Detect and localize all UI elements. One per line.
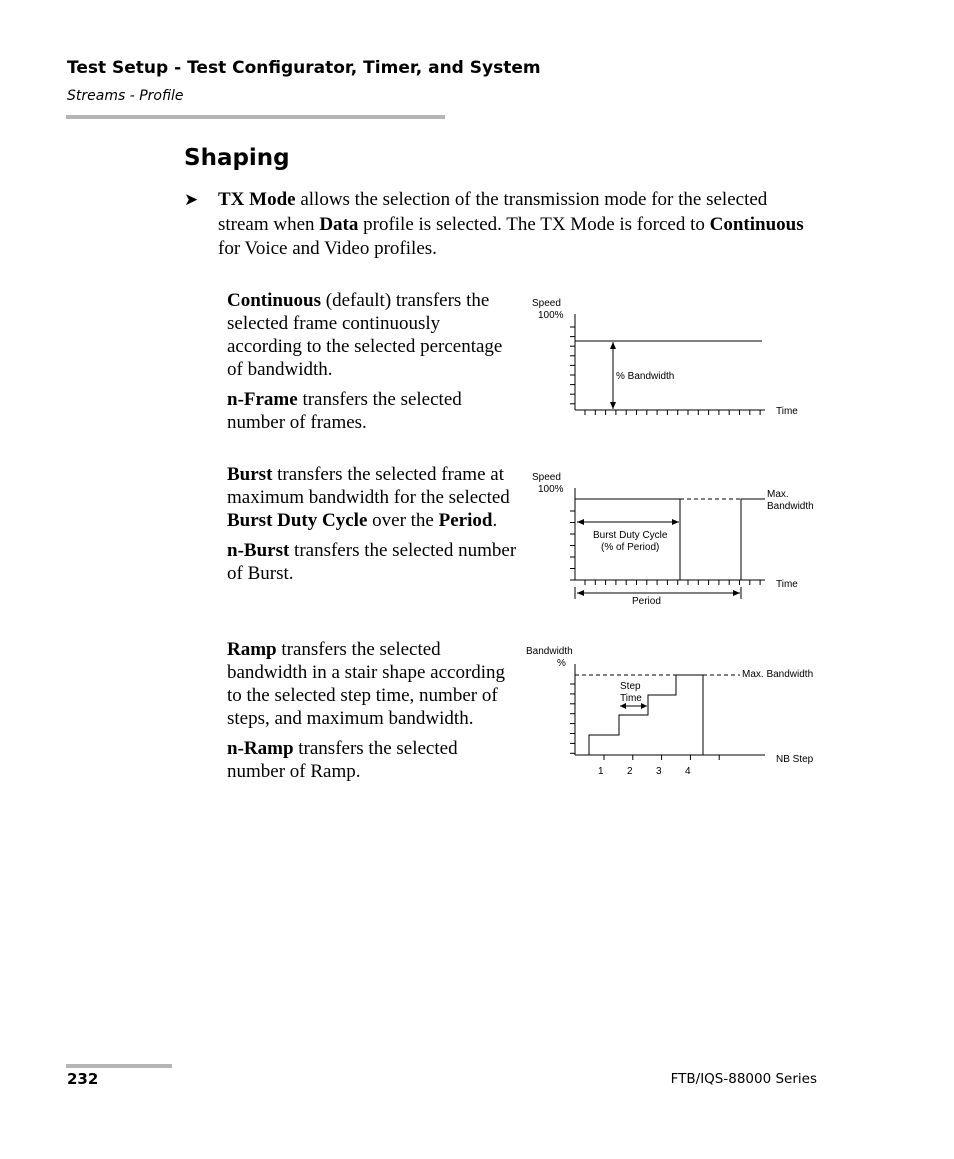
- burst-paragraph: [227, 463, 519, 532]
- continuous-x-ticks: [585, 410, 760, 415]
- burst-text-1: transfers the selected frame at maximum bandwidth for the selected: [227, 464, 510, 508]
- footer-rule: [66, 1064, 172, 1068]
- step-time-label-1: Step: [620, 681, 641, 692]
- continuous-y-max-label: 100%: [538, 310, 564, 321]
- arrow-head-up-icon: [610, 342, 616, 349]
- duty-cycle-label-1: Burst Duty Cycle: [593, 530, 668, 541]
- burst-max-label-1: Max.: [767, 489, 789, 500]
- n-burst-text: transfers the selected number of Burst.: [227, 540, 517, 584]
- burst-term: Burst: [227, 464, 273, 485]
- period-term: Period: [438, 510, 493, 531]
- ramp-step-number: 3: [656, 766, 662, 777]
- tx-mode-term: TX Mode: [218, 189, 296, 210]
- n-burst-paragraph: [227, 539, 519, 585]
- period-label: Period: [632, 596, 661, 607]
- running-header-subtitle: Streams - Profile: [67, 88, 184, 104]
- arrow-head-right-icon: [733, 590, 740, 596]
- ramp-paragraph: [227, 638, 519, 730]
- burst-y-axis-label: Speed: [532, 472, 561, 483]
- ramp-x-ticks: [604, 755, 719, 760]
- burst-description: [227, 463, 519, 585]
- bullet-arrow-icon: ➤: [184, 190, 199, 210]
- continuous-y-axis-label: Speed: [532, 298, 561, 309]
- continuous-term: Continuous: [227, 290, 321, 311]
- n-ramp-text: transfers the selected number of Ramp.: [227, 738, 458, 782]
- continuous-term-inline: Continuous: [709, 213, 804, 235]
- burst-x-ticks: [585, 580, 760, 585]
- ramp-y-unit-label: %: [557, 658, 566, 669]
- burst-duty-cycle-term: Burst Duty Cycle: [227, 510, 368, 531]
- arrow-head-right-icon: [672, 519, 679, 525]
- burst-text-2: over the: [367, 510, 439, 531]
- ramp-term: Ramp: [227, 639, 277, 660]
- n-frame-term: n-Frame: [227, 389, 298, 410]
- burst-max-label-2: Bandwidth: [767, 501, 814, 512]
- continuous-time-label: Time: [776, 406, 798, 417]
- tx-mode-paragraph: [218, 188, 818, 262]
- product-series: FTB/IQS-88000 Series: [670, 1071, 817, 1087]
- ramp-step-number: 4: [685, 766, 691, 777]
- ramp-step-number: 2: [627, 766, 633, 777]
- burst-pulse-2: [741, 499, 765, 580]
- continuous-description: [227, 289, 519, 434]
- tx-mode-text-2: profile is selected. The TX Mode is forced to: [358, 213, 710, 235]
- continuous-diagram: [520, 290, 830, 420]
- continuous-text: (default) transfers the selected frame continuously according to the selected percentage of bandwidth.: [227, 290, 503, 380]
- section-title: Shaping: [184, 145, 290, 171]
- burst-y-max-label: 100%: [538, 484, 564, 495]
- n-ramp-paragraph: [227, 737, 519, 783]
- percent-bandwidth-label: % Bandwidth: [616, 371, 675, 382]
- tx-mode-text-3: for Voice and Video profiles.: [218, 238, 437, 259]
- ramp-y-axis-label: Bandwidth: [526, 646, 573, 657]
- ramp-y-ticks: [570, 684, 575, 753]
- ramp-x-axis-label: NB Step: [776, 754, 814, 765]
- burst-diagram: [520, 463, 830, 608]
- ramp-stair-line: [589, 675, 703, 755]
- data-term: Data: [319, 213, 359, 235]
- page-number: 232: [67, 1070, 99, 1088]
- arrow-head-right-icon: [641, 703, 647, 709]
- arrow-head-left-icon: [577, 519, 584, 525]
- n-ramp-term: n-Ramp: [227, 738, 294, 759]
- duty-cycle-label-2: (% of Period): [601, 542, 660, 553]
- ramp-description: [227, 638, 519, 783]
- burst-y-ticks: [570, 511, 575, 580]
- header-rule: [66, 115, 445, 119]
- burst-text-3: .: [492, 510, 498, 531]
- arrow-head-left-icon: [577, 590, 584, 596]
- continuous-y-ticks: [570, 327, 575, 404]
- tx-mode-text-1: allows the selection of the transmission mode for the selected stream when: [218, 189, 768, 235]
- ramp-max-label: Max. Bandwidth: [742, 669, 814, 680]
- ramp-text: transfers the selected bandwidth in a stair shape according to the selected step time, number of steps, and maximum bandwidth.: [227, 639, 506, 729]
- step-time-label-2: Time: [620, 693, 642, 704]
- ramp-step-number: 1: [598, 766, 604, 777]
- running-header-title: Test Setup - Test Configurator, Timer, and System: [67, 58, 541, 78]
- continuous-paragraph: [227, 289, 519, 381]
- burst-time-label: Time: [776, 579, 798, 590]
- n-burst-term: n-Burst: [227, 540, 290, 561]
- ramp-diagram: [520, 640, 830, 780]
- arrow-head-down-icon: [610, 402, 616, 409]
- n-frame-text: transfers the selected number of frames.: [227, 389, 462, 433]
- n-frame-paragraph: [227, 388, 519, 434]
